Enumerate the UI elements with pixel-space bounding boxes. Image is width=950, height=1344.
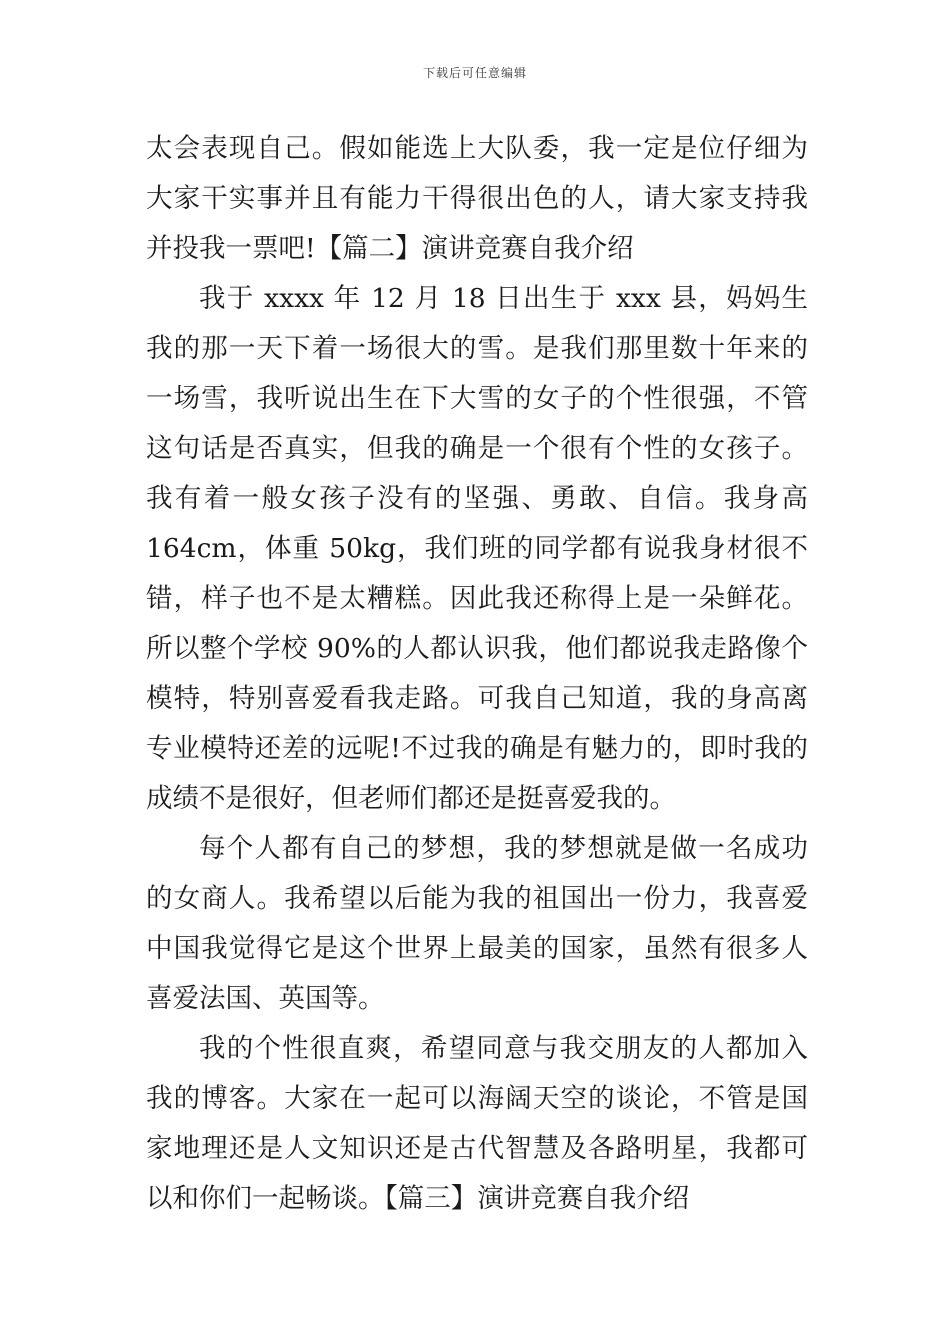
paragraph-3: 每个人都有自己的梦想，我的梦想就是做一名成功的女商人。我希望以后能为我的祖国出一份力，我喜爱中国我觉得它是这个世界上最美的国家，虽然有很多人喜爱法国、英国等。 xyxy=(146,833,808,1014)
document-body xyxy=(146,124,808,1224)
header-note: 下载后可任意编辑 xyxy=(422,66,527,80)
paragraph-4: 我的个性很直爽，希望同意与我交朋友的人都加入我的博客。大家在一起可以海阔天空的谈论，不管是国家地理还是人文知识还是古代智慧及各路明星，我都可以和你们一起畅谈。【篇三】演讲竞赛自我介绍 xyxy=(146,1033,808,1214)
paragraph-2: 我于 xxxx 年 12 月 18 日出生于 xxx 县，妈妈生我的那一天下着一场很大的雪。是我们那里数十年来的一场雪，我听说出生在下大雪的女子的个性很强，不管这句话是否真实，但我的确是一个很有个性的女孩子。我有着一般女孩子没有的坚强、勇敢、自信。我身高 164cm，体重 50kg，我们班的同学都有说我身材很不错，样子也不是太糟糕。因此我还称得上是一朵鲜花。所以整个学校 90%的人都认识我，他们都说我走路像个模特，特别喜爱看我走路。可我自己知道，我的身高离专业模特还差的远呢!不过我的确是有魅力的，即时我的成绩不是很好，但老师们都还是挺喜爱我的。 xyxy=(146,283,808,814)
paragraph-1: 太会表现自己。假如能选上大队委，我一定是位仔细为大家干实事并且有能力干得很出色的人，请大家支持我并投我一票吧!【篇二】演讲竞赛自我介绍 xyxy=(146,133,808,264)
